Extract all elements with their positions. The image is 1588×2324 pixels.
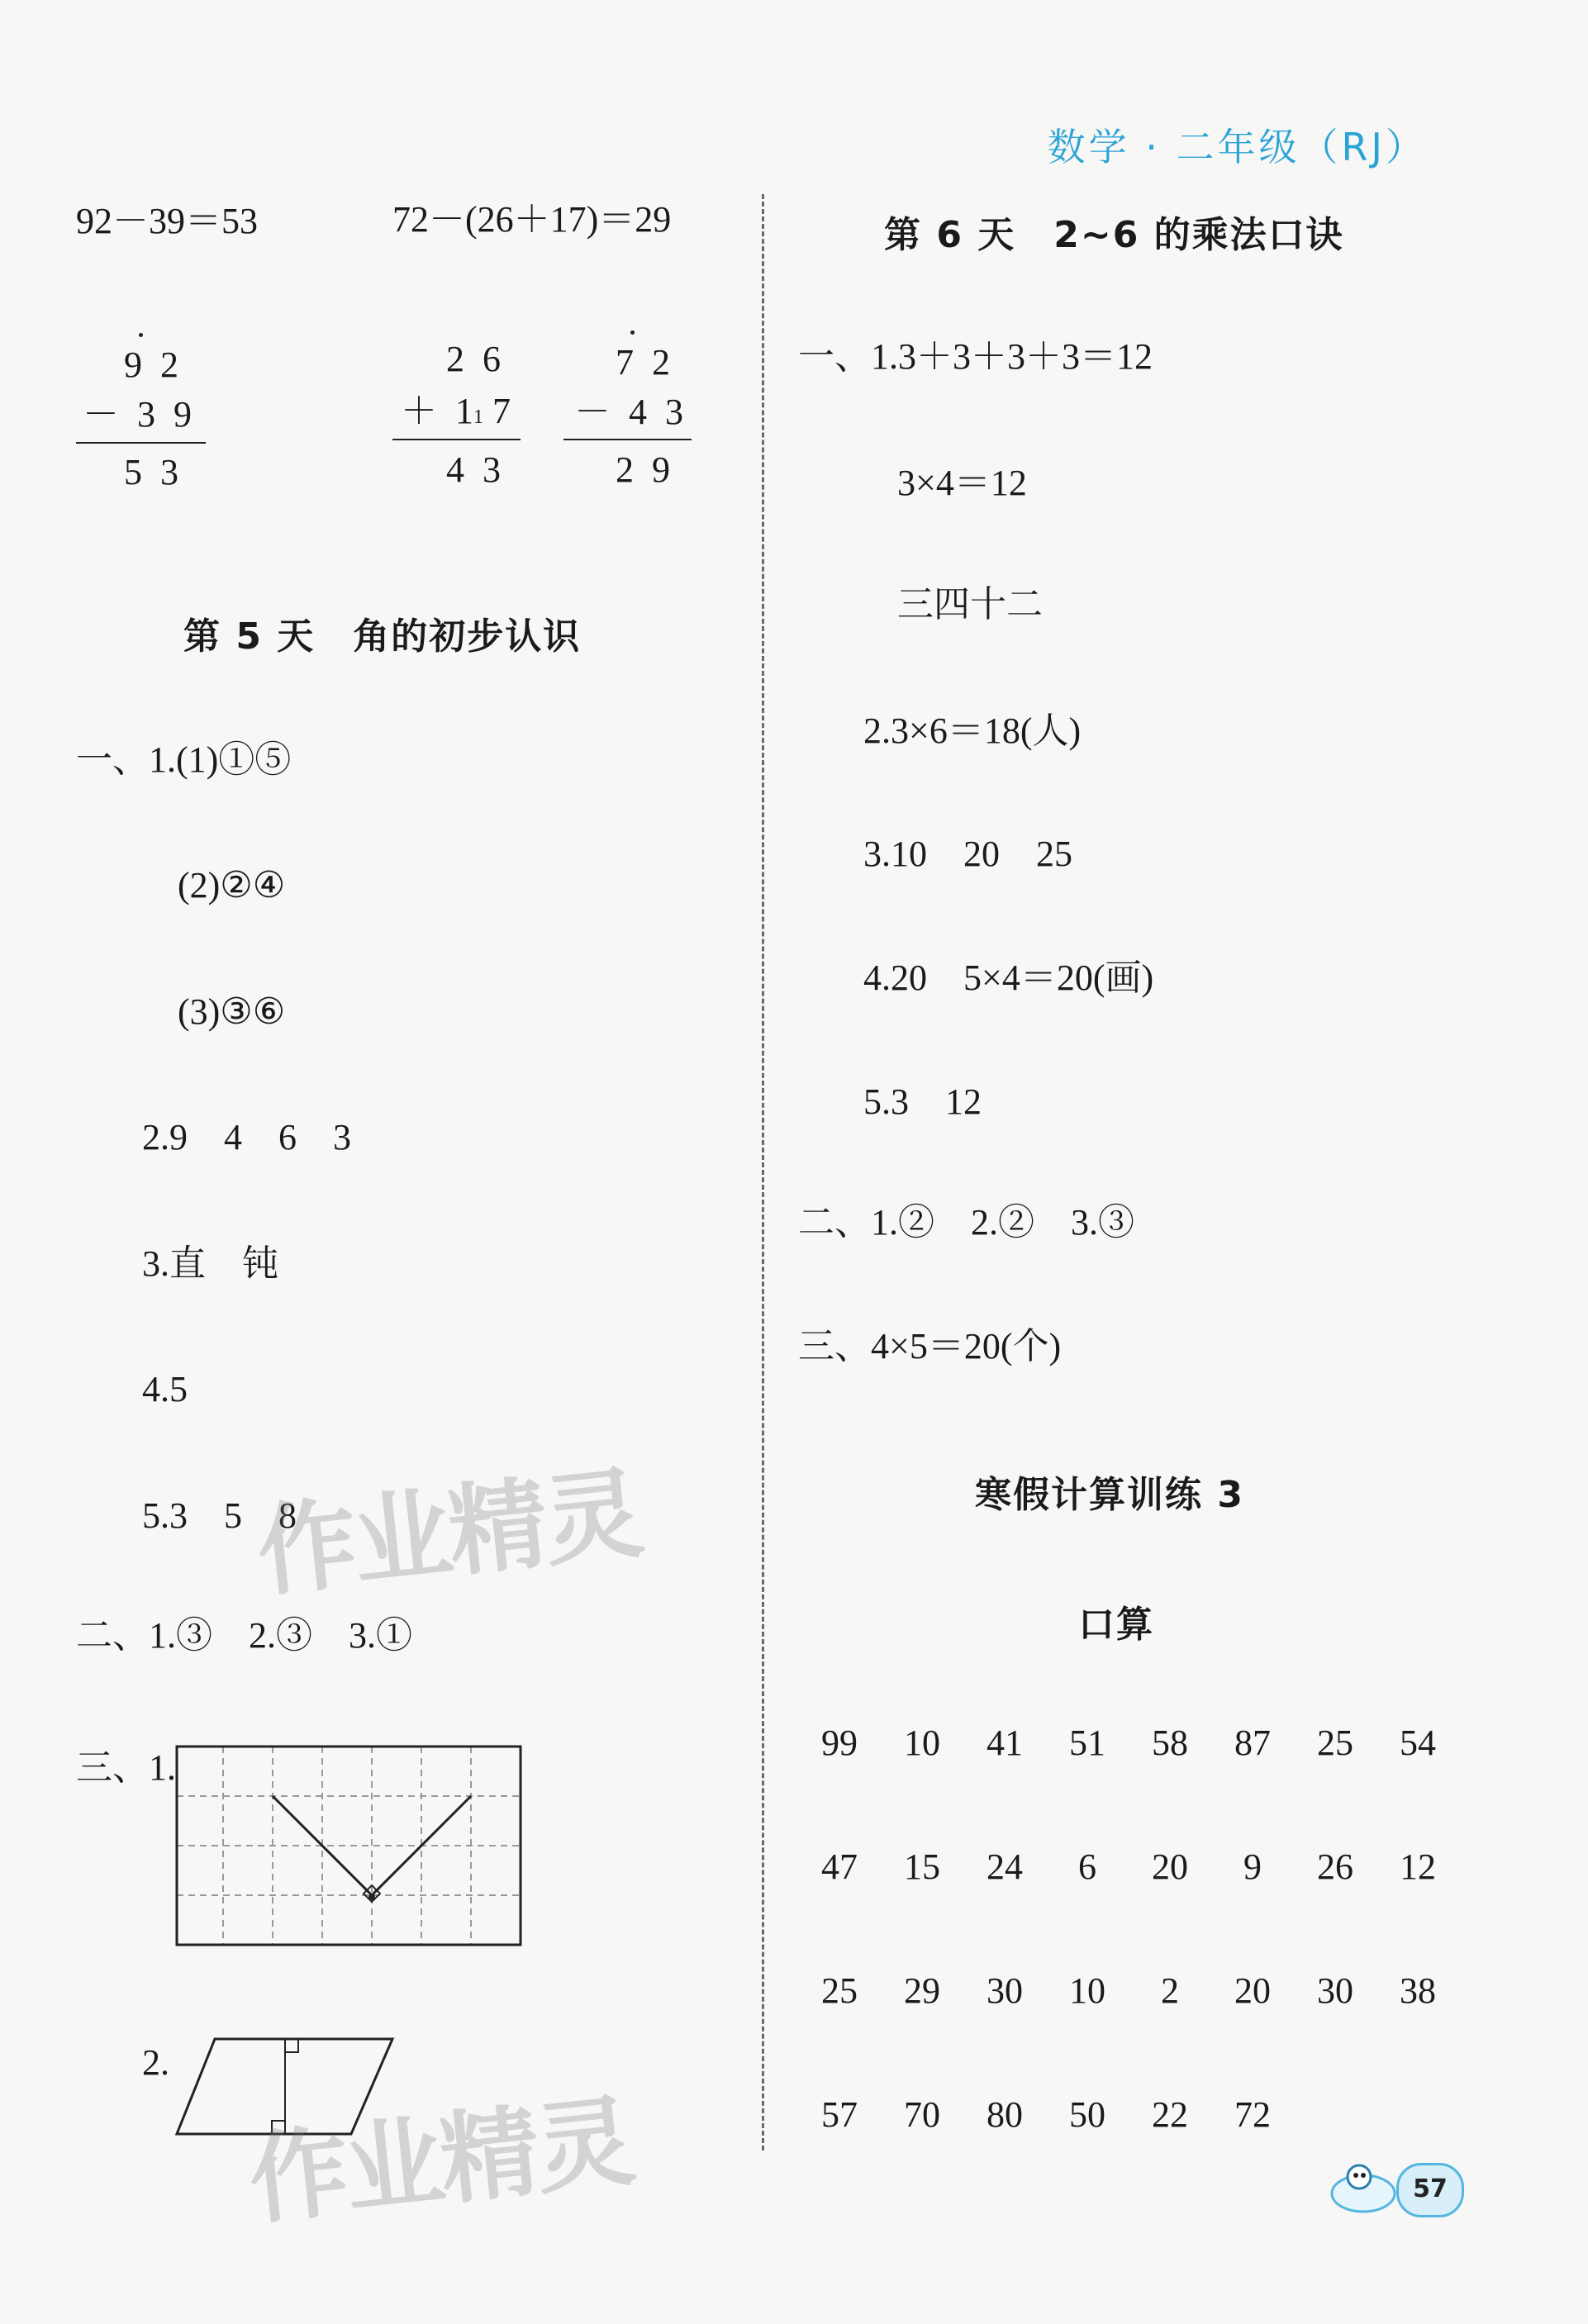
oral-answer: 47 <box>821 1846 858 1887</box>
vertex-dot <box>368 1894 375 1900</box>
column-divider <box>762 194 764 2151</box>
digit: 7 <box>616 342 634 383</box>
answer-part2: 二、1.③ 2.③ 3.① <box>76 1615 412 1656</box>
page-header: 数学 · 二年级（RJ） <box>1047 125 1427 169</box>
answer-part3-1: 三、1. <box>76 1747 176 1788</box>
oral-answer: 20 <box>1234 1970 1271 2011</box>
digit: 4 <box>629 392 647 432</box>
digit: 9 <box>124 345 142 385</box>
answer-3: 3.直 钝 <box>142 1243 278 1284</box>
digit: 2 <box>160 345 178 385</box>
section-title-oral: 口算 <box>1078 1604 1154 1646</box>
calc3-top <box>616 342 670 383</box>
calc3-result <box>616 449 670 490</box>
oral-answer: 26 <box>1317 1846 1353 1887</box>
watermark: 作业精灵 <box>252 1457 646 1611</box>
oral-answer: 24 <box>987 1846 1023 1887</box>
equation-1: 92－39＝53 <box>76 201 258 241</box>
answer-r2: 3×4＝12 <box>897 463 1027 503</box>
digit: 2 <box>616 449 634 490</box>
digit: 7 <box>492 391 511 431</box>
digit: 3 <box>137 394 155 435</box>
oral-answer: 72 <box>1234 2094 1271 2135</box>
answer-1-1: 一、1.(1)①⑤ <box>76 739 292 780</box>
oral-answer: 10 <box>904 1723 940 1763</box>
calc2-result <box>446 449 501 490</box>
digit: 3 <box>160 452 178 492</box>
oral-answer: 50 <box>1069 2094 1105 2135</box>
oral-answer: 41 <box>987 1723 1023 1763</box>
calc2-top <box>446 341 501 378</box>
oral-answer: 70 <box>904 2094 940 2135</box>
calc2-mid <box>401 393 511 430</box>
answer-r9: 三、4×5＝20(个) <box>798 1326 1062 1366</box>
oral-answer: 99 <box>821 1723 858 1763</box>
answer-2: 2.9 4 6 3 <box>142 1117 351 1157</box>
watermark: 作业精灵 <box>244 2084 638 2239</box>
calc1-top <box>124 347 178 383</box>
section-title-day5: 第 5 天 角的初步认识 <box>183 615 582 658</box>
answer-r3: 三四十二 <box>897 584 1043 625</box>
answer-1-3: (3)③⑥ <box>178 991 286 1032</box>
oral-answer: 6 <box>1078 1846 1096 1887</box>
oral-answer: 58 <box>1152 1723 1188 1763</box>
digit: 9 <box>174 394 192 435</box>
answer-part3-2: 2. <box>142 2042 169 2083</box>
equation-2: 72－(26＋17)＝29 <box>392 199 672 240</box>
operator: ＋ <box>401 391 437 431</box>
digit: 5 <box>124 452 142 492</box>
digit: 4 <box>446 449 464 490</box>
oral-answer: 2 <box>1161 1970 1179 2011</box>
digit: 9 <box>652 449 670 490</box>
oral-row-3 <box>798 1970 1459 2011</box>
oral-answer: 9 <box>1243 1846 1262 1887</box>
borrow-dot <box>630 330 635 335</box>
digit: 3 <box>665 392 683 432</box>
carry-digit: 1 <box>473 406 483 428</box>
answer-r1: 一、1.3＋3＋3＋3＝12 <box>798 336 1153 377</box>
answer-r6: 4.20 5×4＝20(画) <box>863 958 1154 998</box>
digit: 2 <box>446 339 464 379</box>
oral-row-1 <box>798 1725 1459 1761</box>
calc1-result <box>124 454 178 491</box>
answer-r8: 二、1.② 2.② 3.③ <box>798 1202 1134 1243</box>
operator: － <box>83 394 119 435</box>
page-number: 57 <box>1396 2163 1464 2217</box>
oral-answer: 87 <box>1234 1723 1271 1763</box>
calc2-line <box>392 439 521 440</box>
digit: 2 <box>652 342 670 383</box>
oral-answer: 22 <box>1152 2094 1188 2135</box>
oral-answer: 30 <box>987 1970 1023 2011</box>
digit: 3 <box>483 449 501 490</box>
section-title-day6: 第 6 天 2~6 的乘法口诀 <box>884 214 1344 256</box>
oral-answer: 25 <box>1317 1723 1353 1763</box>
answer-5: 5.3 5 8 <box>142 1495 297 1536</box>
answer-r4: 2.3×6＝18(人) <box>863 711 1082 751</box>
oral-answer: 30 <box>1317 1970 1353 2011</box>
answer-1-2: (2)②④ <box>178 865 286 905</box>
section-title-training: 寒假计算训练 3 <box>975 1474 1244 1516</box>
oral-answer: 25 <box>821 1970 858 2011</box>
right-angle-mark <box>285 2039 298 2052</box>
calc3-mid <box>574 394 683 430</box>
oral-answer: 80 <box>987 2094 1023 2135</box>
mascot-icon <box>1326 2152 1400 2218</box>
oral-answer: 20 <box>1152 1846 1188 1887</box>
calc1-mid <box>83 394 192 435</box>
digit: 1 <box>455 391 473 431</box>
grid-lines <box>177 1747 521 1945</box>
answer-4: 4.5 <box>142 1369 188 1409</box>
oral-answer: 51 <box>1069 1723 1105 1763</box>
oral-answer: 29 <box>904 1970 940 2011</box>
oral-row-2 <box>798 1846 1459 1887</box>
oral-answer: 57 <box>821 2094 858 2135</box>
oral-answer: 38 <box>1400 1970 1436 2011</box>
oral-answer: 10 <box>1069 1970 1105 2011</box>
answer-r7: 5.3 12 <box>863 1081 982 1122</box>
calc3-line <box>563 439 692 440</box>
borrow-dot <box>139 333 143 337</box>
answer-r5: 3.10 20 25 <box>863 834 1072 874</box>
oral-row-4 <box>798 2094 1294 2135</box>
oral-answer: 12 <box>1400 1846 1436 1887</box>
operator: － <box>574 392 611 432</box>
oral-answer: 54 <box>1400 1723 1436 1763</box>
calc1-line <box>76 442 206 444</box>
oral-answer: 15 <box>904 1846 940 1887</box>
angle-grid-figure <box>174 1743 525 1950</box>
digit: 6 <box>483 339 501 379</box>
